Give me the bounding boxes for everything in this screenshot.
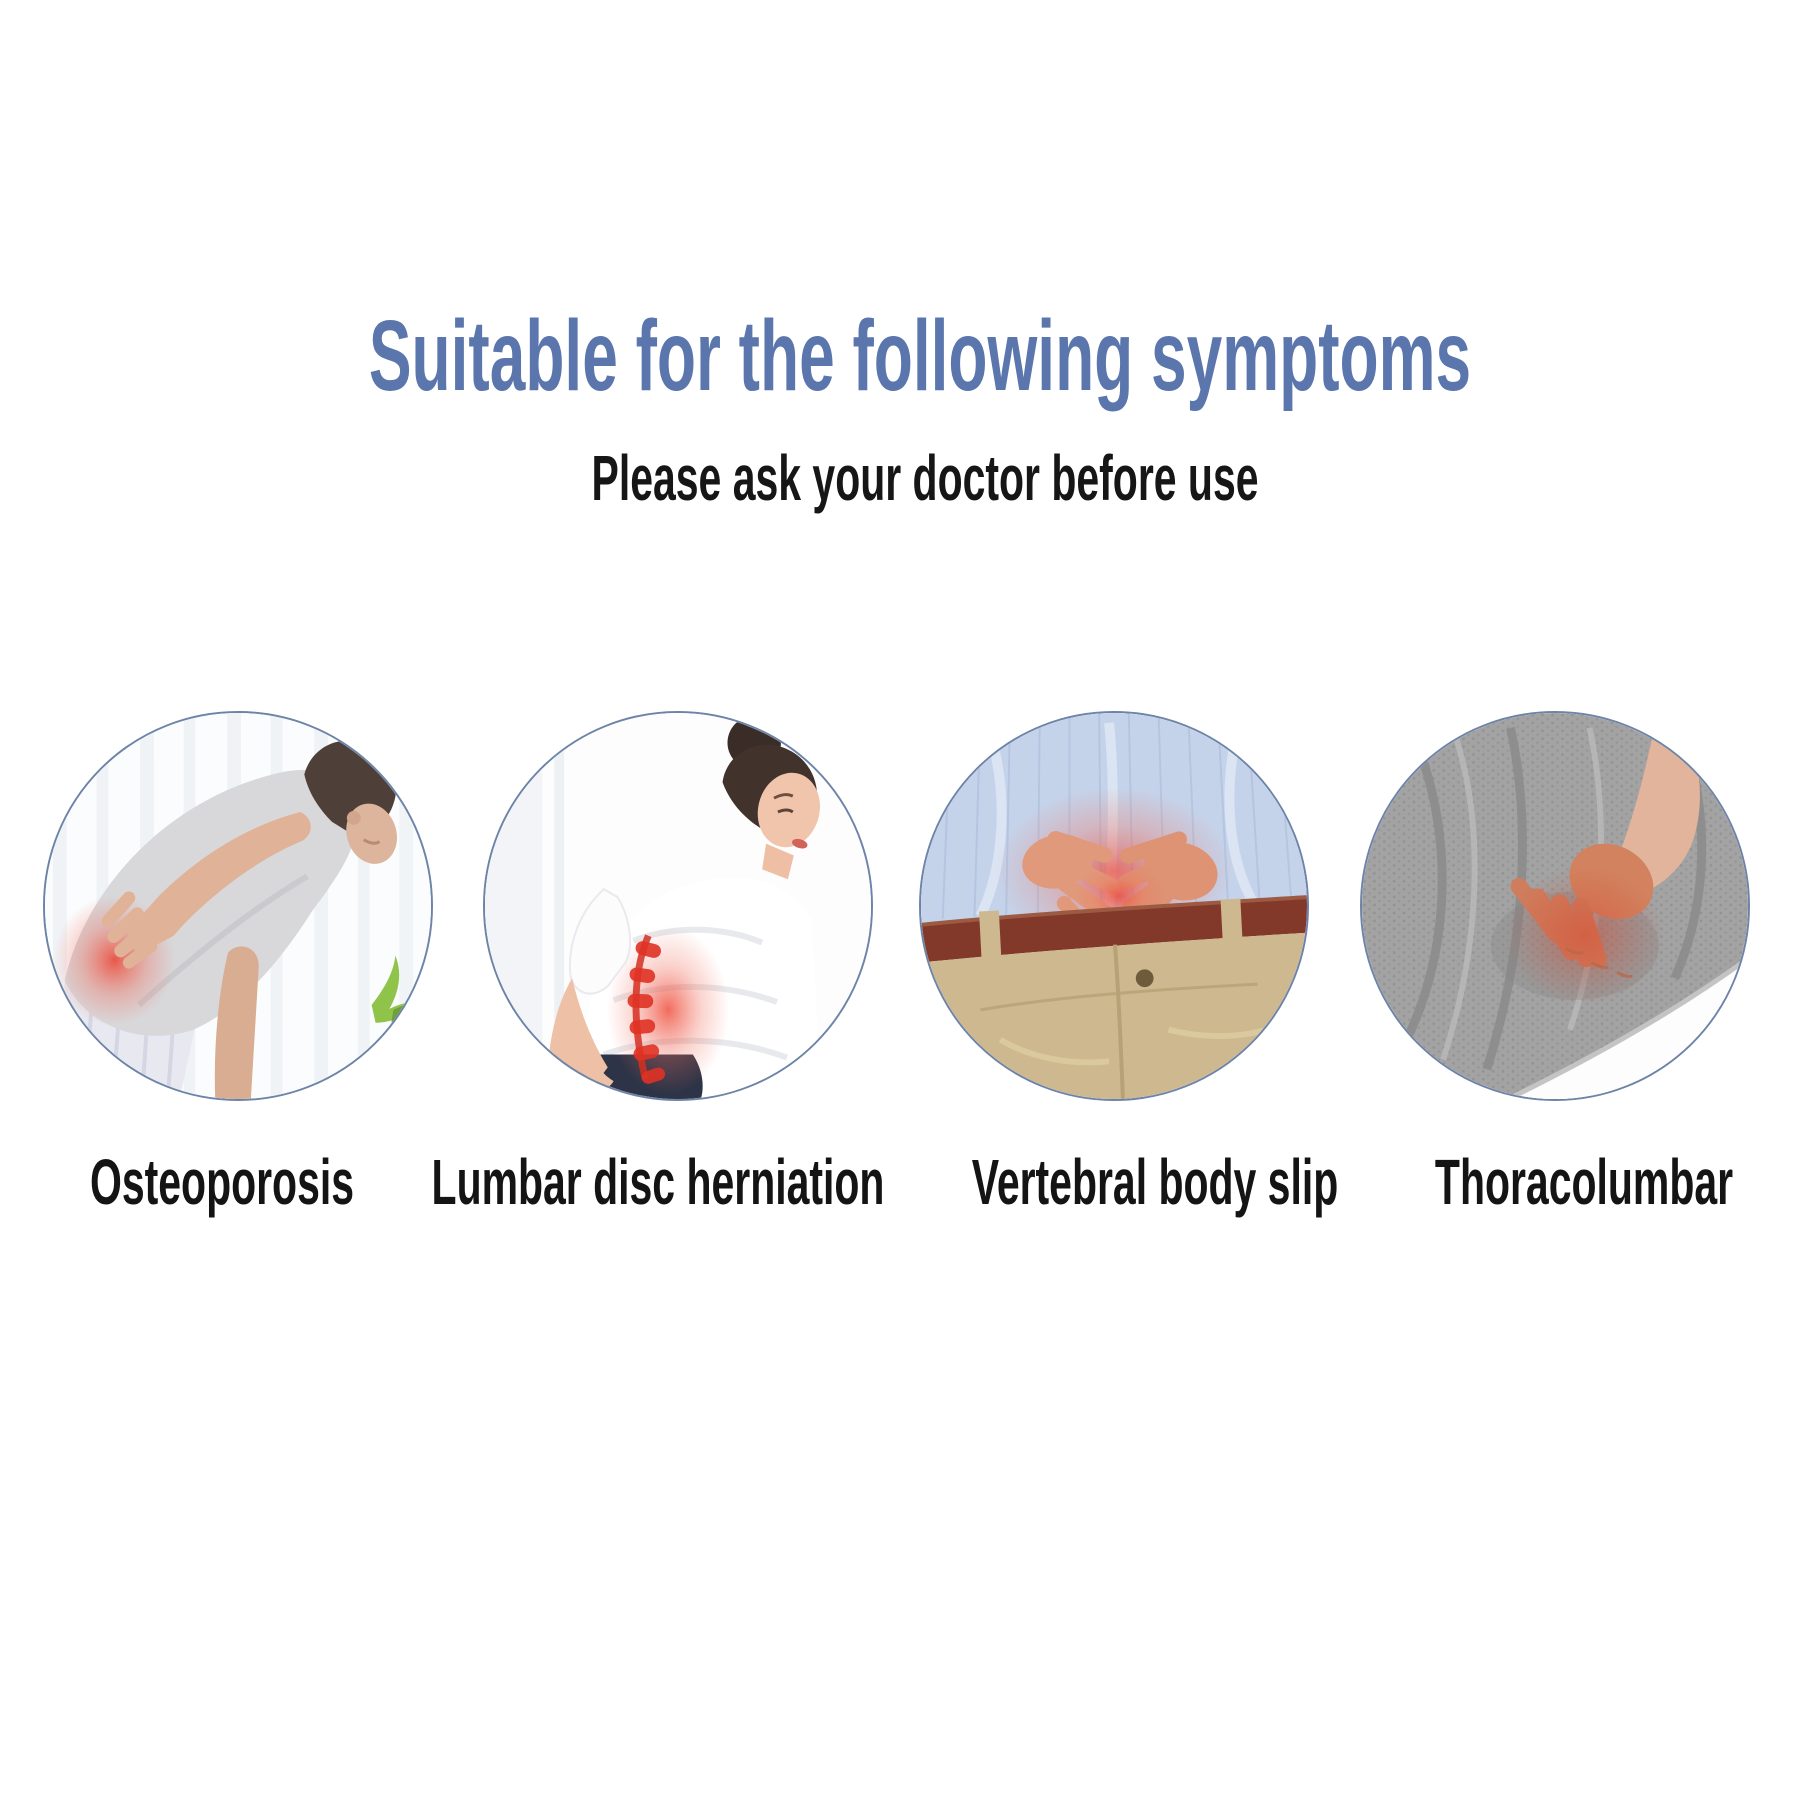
symptom-photo-lumbar-disc-herniation xyxy=(483,711,873,1101)
man-bending-back-pain-icon xyxy=(45,713,431,1099)
page-title: Suitable for the following symptoms xyxy=(368,300,1472,412)
symptom-photo-thoracolumbar xyxy=(1360,711,1750,1101)
symptom-label-vertebral-body-slip: Vertebral body slip xyxy=(971,1146,1339,1218)
symptom-label-lumbar-disc-herniation: Lumbar disc herniation xyxy=(431,1146,885,1218)
symptom-photo-osteoporosis xyxy=(43,711,433,1101)
symptom-label-osteoporosis: Osteoporosis xyxy=(89,1146,355,1218)
hands-on-lower-back-icon xyxy=(921,713,1307,1099)
symptom-label-thoracolumbar: Thoracolumbar xyxy=(1434,1146,1734,1218)
page-subtitle: Please ask your doctor before use xyxy=(591,442,1259,514)
symptom-photo-vertebral-body-slip xyxy=(919,711,1309,1101)
hand-pressing-gray-shirt-icon xyxy=(1362,713,1748,1099)
woman-red-spine-pain-icon xyxy=(485,713,871,1099)
